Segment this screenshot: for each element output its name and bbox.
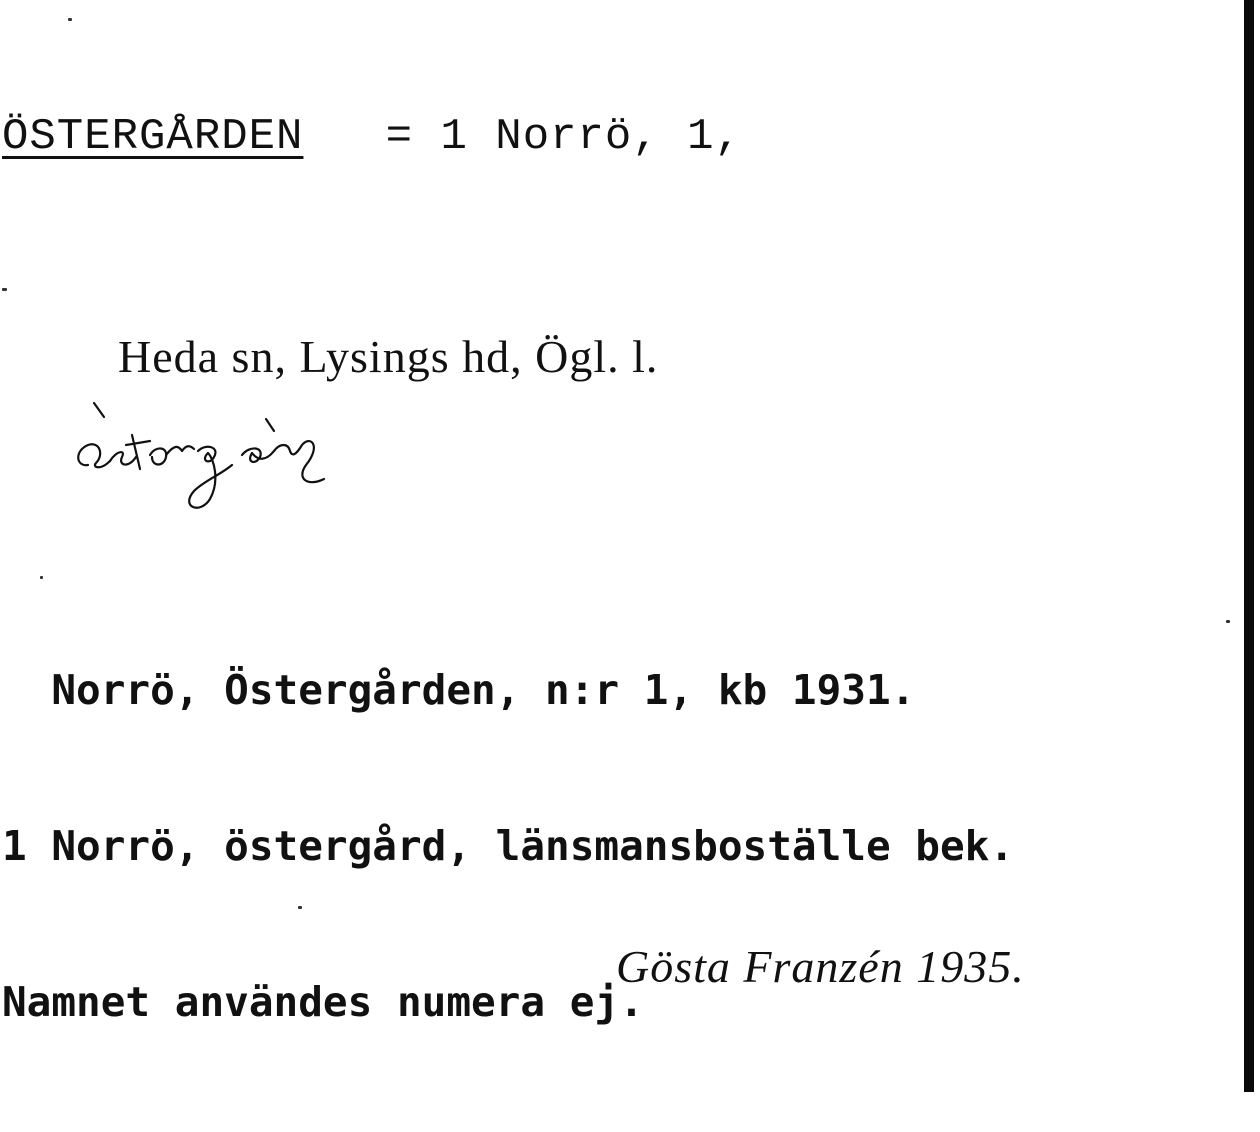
speck xyxy=(1226,620,1230,623)
card-heading xyxy=(2,112,742,162)
parish-location: Heda sn, Lysings hd, Ögl. l. xyxy=(118,331,659,382)
handwritten-note-text: östorgån xyxy=(70,395,74,396)
speck xyxy=(68,18,72,21)
heading-reference: = 1 Norrö, 1, xyxy=(385,112,742,162)
card-edge-border xyxy=(1244,0,1254,1092)
signature: Gösta Franzén 1935. xyxy=(616,941,1025,992)
speck xyxy=(2,288,7,291)
handwritten-pronunciation xyxy=(70,395,390,525)
typed-line: Norrö, Östergården, n:r 1, kb 1931. xyxy=(2,666,916,714)
typed-notes xyxy=(2,560,1014,1132)
place-name: ÖSTERGÅRDEN xyxy=(2,112,304,162)
typed-line: Namnet användes numera ej. xyxy=(2,978,644,1026)
typed-line: 1 Norrö, östergård, länsmansboställe bek. xyxy=(2,822,1015,870)
